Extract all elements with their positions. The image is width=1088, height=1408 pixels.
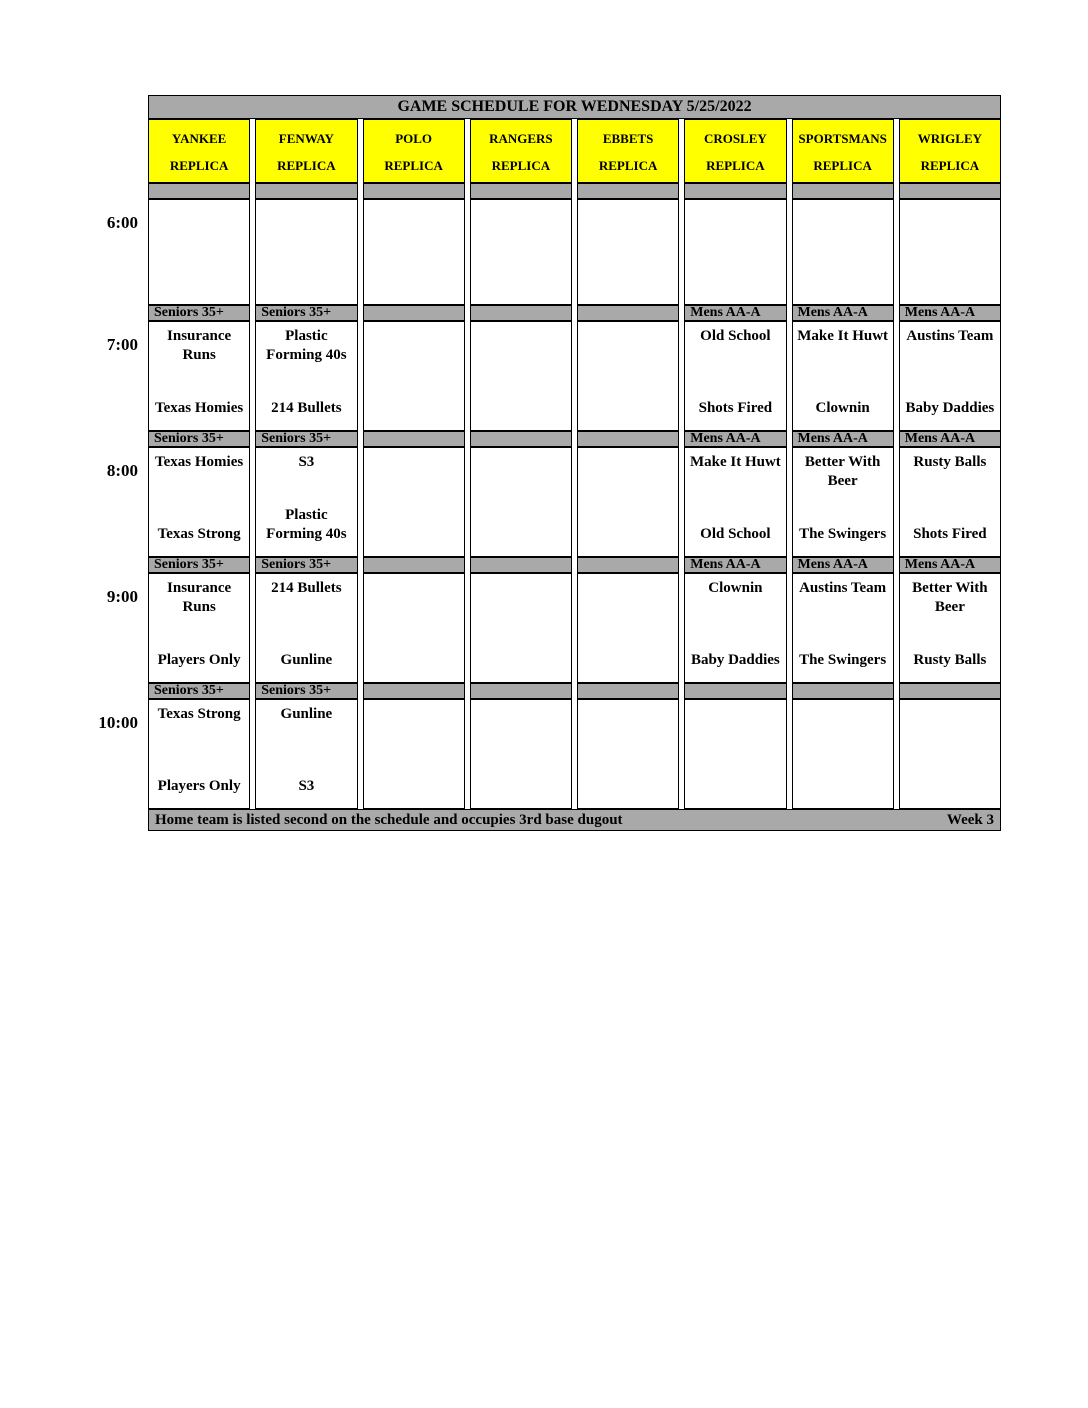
field-name: SPORTSMANS — [798, 131, 887, 146]
game-cell — [148, 573, 250, 683]
home-team: Players Only — [157, 652, 241, 668]
game-cell — [899, 447, 1001, 557]
field-header-polo — [363, 119, 465, 183]
game-cell — [792, 447, 894, 557]
field-type: REPLICA — [384, 158, 443, 173]
home-team: Players Only — [157, 778, 241, 794]
away-team: Austins Team — [906, 328, 994, 344]
league-band-cell — [363, 183, 465, 199]
week-label: Week 3 — [946, 811, 994, 828]
away-team: Austins Team — [799, 580, 887, 596]
game-cell — [899, 699, 1001, 809]
field-type: REPLICA — [598, 158, 658, 173]
league-band-cell — [363, 683, 465, 699]
league-band-cell: Mens AA-A — [792, 305, 894, 321]
league-band-cell: Mens AA-A — [899, 431, 1001, 447]
away-team: Better With Beer — [912, 580, 988, 615]
field-type: REPLICA — [169, 158, 229, 173]
field-name: EBBETS — [602, 131, 654, 146]
home-team: Shots Fired — [698, 400, 773, 416]
game-cell — [470, 447, 572, 557]
home-team: Gunline — [280, 652, 333, 668]
league-band-cell: Mens AA-A — [792, 431, 894, 447]
away-team: Make It Huwt — [689, 454, 781, 470]
game-cell — [684, 199, 786, 305]
home-team: Shots Fired — [913, 526, 987, 542]
game-cell — [684, 699, 786, 809]
field-header-crosley — [684, 119, 786, 183]
time-label: 6:00 — [106, 213, 138, 232]
away-team: Better With Beer — [804, 454, 881, 489]
league-band-cell: Seniors 35+ — [255, 431, 357, 447]
time-label: 9:00 — [106, 587, 138, 606]
league-band-cell — [470, 305, 572, 321]
league-band-cell — [684, 683, 786, 699]
home-team: Baby Daddies — [905, 400, 995, 416]
league-band-cell — [470, 683, 572, 699]
field-type: REPLICA — [920, 158, 980, 173]
away-team: Insurance Runs — [167, 580, 232, 615]
game-cell — [577, 199, 679, 305]
game-cell — [684, 321, 786, 431]
field-header-yankee — [148, 119, 250, 183]
home-team: Clownin — [815, 400, 870, 416]
league-band-cell: Seniors 35+ — [255, 683, 357, 699]
game-cell — [363, 699, 465, 809]
away-team: Rusty Balls — [913, 454, 987, 470]
home-team: Rusty Balls — [913, 652, 987, 668]
league-band-cell — [792, 683, 894, 699]
game-cell — [363, 573, 465, 683]
schedule-title: GAME SCHEDULE FOR WEDNESDAY 5/25/2022 — [148, 95, 1001, 119]
league-band-cell: Mens AA-A — [792, 557, 894, 573]
away-team: Texas Strong — [157, 706, 241, 722]
game-cell — [899, 321, 1001, 431]
league-band-cell — [684, 183, 786, 199]
league-band-cell — [577, 183, 679, 199]
game-cell — [899, 199, 1001, 305]
field-header-sportsmans — [792, 119, 894, 183]
away-team: Plastic Forming 40s — [266, 328, 347, 363]
game-cell — [363, 321, 465, 431]
time-label: 8:00 — [106, 461, 138, 480]
game-cell — [255, 447, 357, 557]
game-cell — [577, 321, 679, 431]
game-cell — [792, 699, 894, 809]
league-band-cell: Mens AA-A — [684, 557, 786, 573]
home-team: Old School — [700, 526, 771, 542]
league-band-cell — [363, 431, 465, 447]
game-cell — [792, 573, 894, 683]
field-name: RANGERS — [489, 131, 553, 146]
away-team: Insurance Runs — [167, 328, 232, 363]
league-band-cell — [899, 683, 1001, 699]
league-band-cell — [470, 431, 572, 447]
game-cell — [255, 699, 357, 809]
game-cell — [148, 699, 250, 809]
league-band-cell — [577, 683, 679, 699]
field-header-ebbets — [577, 119, 679, 183]
league-band-cell — [255, 183, 357, 199]
away-team: Make It Huwt — [797, 328, 889, 344]
away-team: Texas Homies — [155, 454, 244, 470]
league-band-cell: Seniors 35+ — [148, 305, 250, 321]
league-band-cell: Seniors 35+ — [255, 305, 357, 321]
league-band-cell — [577, 305, 679, 321]
game-cell — [684, 447, 786, 557]
league-band-cell: Seniors 35+ — [148, 683, 250, 699]
league-band-cell — [470, 557, 572, 573]
home-team: The Swingers — [799, 526, 887, 542]
away-team: S3 — [298, 454, 315, 470]
game-cell — [470, 199, 572, 305]
home-team: 214 Bullets — [271, 400, 342, 416]
game-cell — [148, 447, 250, 557]
field-type: REPLICA — [813, 158, 872, 173]
game-cell — [470, 321, 572, 431]
away-team: 214 Bullets — [271, 580, 342, 596]
field-name: WRIGLEY — [917, 131, 983, 146]
field-header-wrigley — [899, 119, 1001, 183]
game-cell — [255, 321, 357, 431]
game-cell — [792, 199, 894, 305]
game-cell — [363, 199, 465, 305]
field-name: FENWAY — [278, 131, 334, 146]
league-band-cell: Seniors 35+ — [148, 431, 250, 447]
game-cell — [470, 573, 572, 683]
league-band-cell — [577, 557, 679, 573]
game-cell — [792, 321, 894, 431]
game-cell — [684, 573, 786, 683]
footer-note: Home team is listed second on the schedule and occupies 3rd base dugout — [155, 811, 623, 828]
away-team: Clownin — [708, 580, 763, 596]
league-band-cell: Seniors 35+ — [148, 557, 250, 573]
field-type: REPLICA — [277, 158, 336, 173]
league-band-cell: Seniors 35+ — [255, 557, 357, 573]
away-team: Old School — [700, 328, 771, 344]
time-label: 10:00 — [98, 713, 138, 732]
league-band-cell — [470, 183, 572, 199]
field-name: CROSLEY — [703, 131, 767, 146]
league-band-cell — [792, 183, 894, 199]
field-type: REPLICA — [706, 158, 765, 173]
field-header-fenway — [255, 119, 357, 183]
league-band-cell: Mens AA-A — [684, 431, 786, 447]
league-band-cell: Mens AA-A — [899, 305, 1001, 321]
league-band-cell — [363, 557, 465, 573]
home-team: S3 — [298, 778, 315, 794]
away-team: Gunline — [280, 706, 333, 722]
league-band-cell — [148, 183, 250, 199]
field-name: POLO — [395, 131, 433, 146]
game-cell — [577, 447, 679, 557]
game-cell — [148, 199, 250, 305]
league-band-cell — [577, 431, 679, 447]
game-cell — [148, 321, 250, 431]
game-cell — [363, 447, 465, 557]
game-cell — [577, 699, 679, 809]
time-label: 7:00 — [106, 335, 138, 354]
home-team: The Swingers — [799, 652, 887, 668]
league-band-cell — [363, 305, 465, 321]
footer-bar — [148, 809, 1001, 831]
league-band-cell: Mens AA-A — [899, 557, 1001, 573]
field-type: REPLICA — [491, 158, 551, 173]
home-team: Plastic Forming 40s — [266, 507, 347, 542]
field-name: YANKEE — [171, 131, 227, 146]
game-cell — [255, 573, 357, 683]
game-cell — [255, 199, 357, 305]
game-cell — [470, 699, 572, 809]
home-team: Texas Strong — [157, 526, 241, 542]
home-team: Texas Homies — [155, 400, 244, 416]
league-band-cell — [899, 183, 1001, 199]
game-cell — [899, 573, 1001, 683]
league-band-cell: Mens AA-A — [684, 305, 786, 321]
field-header-rangers — [470, 119, 572, 183]
schedule-table — [148, 95, 1001, 831]
game-cell — [577, 573, 679, 683]
home-team: Baby Daddies — [690, 652, 780, 668]
